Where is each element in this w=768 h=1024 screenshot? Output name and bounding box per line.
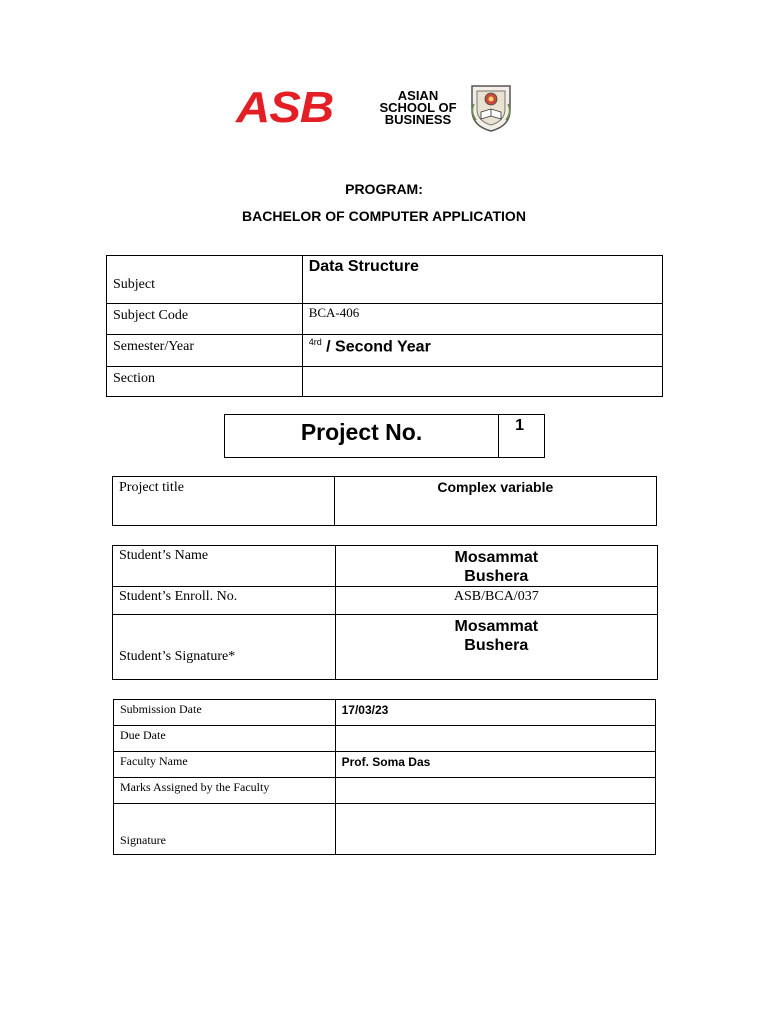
faculty-signature-value	[335, 804, 655, 855]
subject-code-label: Subject Code	[107, 304, 303, 335]
subject-code-value: BCA-406	[302, 304, 662, 335]
subject-table	[106, 255, 663, 397]
subject-value-cell	[302, 256, 662, 304]
subject-value: Data Structure	[308, 258, 419, 275]
student-name-line-1: Mosammat	[454, 549, 539, 566]
logo-line-1: ASIAN	[397, 88, 439, 103]
logo-wordmark: ASB	[236, 83, 334, 132]
subject-label: Subject	[107, 256, 303, 304]
student-signature-line-2: Bushera	[464, 637, 529, 654]
student-signature-line-1: Mosammat	[454, 618, 539, 635]
faculty-name-cell	[335, 752, 655, 778]
faculty-signature-label: Signature	[114, 804, 336, 855]
crest-icon	[468, 84, 514, 132]
program-label: PROGRAM:	[345, 181, 423, 197]
enroll-label: Student’s Enroll. No.	[113, 587, 336, 615]
enroll-value: ASB/BCA/037	[335, 587, 657, 615]
semester-sup: 4rd	[308, 337, 322, 347]
submission-date-label: Submission Date	[114, 700, 336, 726]
project-title-table	[112, 476, 657, 526]
due-date-label: Due Date	[114, 726, 336, 752]
logo-line-3: BUSINESS	[384, 112, 452, 127]
table-row	[114, 804, 656, 855]
student-table	[112, 545, 658, 680]
logo-school-name	[372, 90, 464, 126]
submission-table	[113, 699, 656, 855]
project-title-value: Complex variable	[437, 479, 554, 495]
student-name-line-2: Bushera	[464, 568, 529, 585]
marks-label: Marks Assigned by the Faculty	[114, 778, 336, 804]
table-row	[113, 615, 658, 680]
table-row	[114, 700, 656, 726]
table-row	[225, 415, 545, 458]
project-label: Project No.	[300, 419, 423, 445]
table-row	[107, 256, 663, 304]
project-number-cell	[499, 415, 545, 458]
program-name: BACHELOR OF COMPUTER APPLICATION	[242, 208, 526, 224]
table-row	[114, 752, 656, 778]
table-row	[107, 367, 663, 397]
logo-line-2: SCHOOL OF	[379, 100, 457, 115]
student-name-label: Student’s Name	[113, 546, 336, 587]
school-logo	[236, 84, 516, 134]
table-row	[114, 726, 656, 752]
table-row	[113, 477, 657, 526]
table-row	[114, 778, 656, 804]
semester-label: Semester/Year	[107, 335, 303, 367]
student-name-value	[335, 546, 657, 587]
due-date-value	[335, 726, 655, 752]
table-row	[113, 587, 658, 615]
student-signature-label: Student’s Signature*	[113, 615, 336, 680]
table-row	[113, 546, 658, 587]
project-title-label: Project title	[113, 477, 335, 526]
project-label-cell	[225, 415, 499, 458]
semester-value-cell	[302, 335, 662, 367]
project-title-value-cell	[334, 477, 656, 526]
section-value	[302, 367, 662, 397]
table-row	[107, 304, 663, 335]
table-row	[107, 335, 663, 367]
student-signature-value	[335, 615, 657, 680]
project-number: 1	[515, 417, 524, 434]
marks-value	[335, 778, 655, 804]
section-label: Section	[107, 367, 303, 397]
faculty-name-value: Prof. Soma Das	[341, 755, 431, 769]
project-number-table	[224, 414, 545, 458]
submission-date-value: 17/03/23	[341, 703, 389, 717]
faculty-name-label: Faculty Name	[114, 752, 336, 778]
semester-value: / Second Year	[321, 338, 431, 356]
submission-date-cell	[335, 700, 655, 726]
